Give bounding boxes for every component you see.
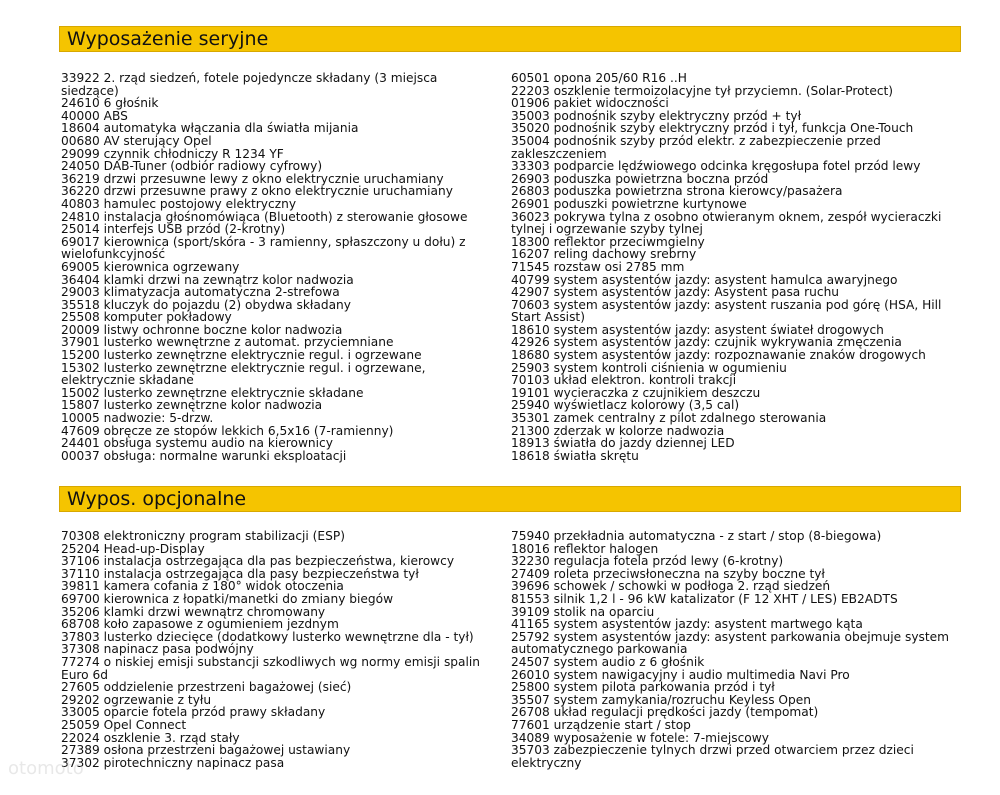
equipment-item: 70103 układ elektron. kontroli trakcji — [511, 373, 737, 388]
equipment-item: 39696 schowek / schowki w podłoga 2. rząd siedzeń — [511, 579, 831, 594]
equipment-item: 25940 wyświetlacz kolorowy (3,5 cal) — [511, 398, 740, 413]
equipment-item: 41165 system asystentów jazdy: asystent martwego kąta — [511, 617, 863, 632]
equipment-item: 71545 rozstaw osi 2785 mm — [511, 259, 685, 274]
equipment-item: 18016 reflektor halogen — [511, 541, 659, 556]
equipment-item: 70308 elektroniczny program stabilizacji (ESP) — [61, 529, 345, 543]
equipment-item: 35020 podnośnik szyby elektryczny przód i tył, funkcja One-Touch — [511, 121, 914, 136]
equipment-item: 29202 ogrzewanie z tyłu — [61, 692, 212, 707]
equipment-item: 37110 instalacja ostrzegająca dla pasy bezpieczeństwa tył — [61, 566, 419, 581]
equipment-item: 37302 pirotechniczny napinacz pasa — [61, 755, 285, 770]
equipment-item: 18913 światła do jazdy dziennej LED — [511, 436, 735, 451]
equipment-item: 24401 obsługa systemu audio na kierownicy — [61, 436, 333, 451]
equipment-item: 29099 czynnik chłodniczy R 1234 YF — [61, 146, 284, 161]
equipment-item: 37106 instalacja ostrzegająca dla pas bezpieczeństwa, kierowcy — [61, 554, 455, 569]
equipment-item: 18680 system asystentów jazdy: rozpoznawanie znaków drogowych — [511, 348, 926, 363]
equipment-item: 26010 system nawigacyjny i audio multimedia Navi Pro — [511, 667, 850, 682]
equipment-item: 01906 pakiet widoczności — [511, 96, 669, 111]
equipment-item: 42926 system asystentów jazdy: czujnik wykrywania zmęczenia — [511, 335, 902, 350]
equipment-item: 60501 opona 205/60 R16 ..H — [511, 71, 687, 85]
equipment-item: 15002 lusterko zewnętrzne elektrycznie składane — [61, 385, 364, 400]
equipment-item: 37901 lusterko wewnętrzne z automat. przyciemniane — [61, 335, 394, 350]
equipment-item: 81553 silnik 1,2 l - 96 kW katalizator (F 12 XHT / LES) EB2ADTS — [511, 591, 898, 606]
equipment-item: 26803 poduszka powietrzna strona kierowcy/pasażera — [511, 184, 843, 199]
equipment-item: 27605 oddzielenie przestrzeni bagażowej (sieć) — [61, 680, 352, 695]
equipment-item: 22203 oszklenie termoizolacyjne tył przyciemn. (Solar-Protect) — [511, 83, 894, 98]
equipment-item: 25059 Opel Connect — [61, 717, 187, 732]
equipment-item: 24050 DAB-Tuner (odbiór radiowy cyfrowy) — [61, 159, 323, 174]
equipment-item: 25508 komputer pokładowy — [61, 310, 232, 325]
equipment-item: 75940 przekładnia automatyczna - z start / stop (8-biegowa) — [511, 529, 882, 543]
equipment-item: 27389 osłona przestrzeni bagażowej ustawiany — [61, 743, 351, 758]
equipment-item: 25903 system kontroli ciśnienia w ogumieniu — [511, 360, 787, 375]
equipment-item: 40000 ABS — [61, 108, 128, 123]
equipment-item: 18618 światła skrętu — [511, 448, 639, 463]
equipment-item: 36219 drzwi przesuwne lewy z okno elektrycznie uruchamiany — [61, 171, 444, 186]
equipment-item: 00680 AV sterujący Opel — [61, 133, 212, 148]
equipment-item: 42907 system asystentów jazdy: Asystent pasa ruchu — [511, 285, 840, 300]
equipment-item: 69700 kierownica z łopatki/manetki do zmiany biegów — [61, 591, 394, 606]
equipment-item: 33005 oparcie fotela przód prawy składany — [61, 705, 326, 720]
equipment-item: 40803 hamulec postojowy elektryczny — [61, 196, 297, 211]
equipment-item: 35301 zamek centralny z pilot zdalnego sterowania — [511, 411, 827, 426]
equipment-item: 37308 napinacz pasa podwójny — [61, 642, 254, 657]
watermark-logo: otomoto — [8, 758, 84, 779]
equipment-item: 15302 lusterko zewnętrzne elektrycznie regul. i ogrzewane, elektrycznie składane — [61, 360, 426, 388]
equipment-item: 15807 lusterko zewnętrzne kolor nadwozia — [61, 398, 323, 413]
optional-equipment-left-column — [61, 530, 493, 769]
equipment-item: 25800 system pilota parkowania przód i tył — [511, 680, 775, 695]
equipment-item: 37803 lusterko dziecięce (dodatkowy lusterko wewnętrzne dla - tył) — [61, 629, 474, 644]
equipment-item: 18604 automatyka włączania dla światła mijania — [61, 121, 359, 136]
optional-equipment-header: Wypos. opcjonalne — [59, 486, 961, 512]
equipment-item: 19101 wycieraczka z czujnikiem deszczu — [511, 385, 761, 400]
equipment-item: 21300 zderzak w kolorze nadwozia — [511, 423, 725, 438]
equipment-item: 10005 nadwozie: 5-drzw. — [61, 411, 214, 426]
equipment-item: 33922 2. rząd siedzeń, fotele pojedyncze składany (3 miejsca siedzące) — [61, 71, 438, 98]
equipment-item: 26708 układ regulacji prędkości jazdy (tempomat) — [511, 705, 819, 720]
equipment-item: 24507 system audio z 6 głośnik — [511, 654, 705, 669]
equipment-item: 26901 poduszki powietrzne kurtynowe — [511, 196, 747, 211]
equipment-item: 35703 zabezpieczenie tylnych drzwi przed otwarciem przez dzieci elektryczny — [511, 743, 914, 770]
equipment-item: 36220 drzwi przesuwne prawy z okno elektrycznie uruchamiany — [61, 184, 453, 199]
equipment-item: 77601 urządzenie start / stop — [511, 717, 691, 732]
equipment-item: 35507 system zamykania/rozruchu Keyless Open — [511, 692, 811, 707]
equipment-item: 24610 6 głośnik — [61, 96, 159, 111]
equipment-item: 35004 podnośnik szyby przód elektr. z zabezpieczenie przed zakleszczeniem — [511, 133, 881, 161]
equipment-item: 25204 Head-up-Display — [61, 541, 205, 556]
equipment-item: 34089 wyposażenie w fotele: 7-miejscowy — [511, 730, 769, 745]
standard-equipment-left-column — [61, 72, 493, 462]
equipment-item: 22024 oszklenie 3. rząd stały — [61, 730, 240, 745]
equipment-item: 40799 system asystentów jazdy: asystent hamulca awaryjnego — [511, 272, 898, 287]
standard-equipment-header: Wyposażenie seryjne — [59, 26, 961, 52]
equipment-item: 70603 system asystentów jazdy: asystent ruszania pod górę (HSA, Hill Start Assist) — [511, 297, 942, 325]
equipment-item: 68708 koło zapasowe z ogumieniem jezdnym — [61, 617, 339, 632]
equipment-item: 27409 roleta przeciwsłoneczna na szyby boczne tył — [511, 566, 825, 581]
equipment-item: 16207 reling dachowy srebrny — [511, 247, 697, 262]
equipment-item: 35003 podnośnik szyby elektryczny przód + tył — [511, 108, 802, 123]
equipment-item: 69017 kierownica (sport/skóra - 3 ramienny, spłaszczony u dołu) z wielofunkcyjność — [61, 234, 466, 262]
equipment-item: 29003 klimatyzacja automatyczna 2-strefowa — [61, 285, 340, 300]
equipment-item: 26903 poduszka powietrzna boczna przód — [511, 171, 769, 186]
equipment-item: 18300 reflektor przeciwmgielny — [511, 234, 705, 249]
equipment-item: 36023 pokrywa tylna z osobno otwieranym oknem, zespół wycieraczki tylnej i ogrzewanie szyby tylnej — [511, 209, 942, 237]
equipment-item: 33303 podparcie lędźwiowego odcinka kręgosłupa fotel przód lewy — [511, 159, 921, 174]
standard-equipment-right-column — [511, 72, 957, 462]
equipment-item: 15200 lusterko zewnętrzne elektrycznie regul. i ogrzewane — [61, 348, 422, 363]
equipment-item: 69005 kierownica ogrzewany — [61, 259, 240, 274]
equipment-item: 77274 o niskiej emisji substancji szkodliwych wg normy emisji spalin Euro 6d — [61, 654, 480, 682]
equipment-item: 20009 listwy ochronne boczne kolor nadwozia — [61, 322, 343, 337]
equipment-item: 24810 instalacja głośnomówiąca (Bluetooth) z sterowanie głosowe — [61, 209, 468, 224]
equipment-item: 25014 interfejs USB przód (2-krotny) — [61, 222, 286, 237]
equipment-item: 47609 obręcze ze stopów lekkich 6,5x16 (7-ramienny) — [61, 423, 394, 438]
equipment-item: 35518 kluczyk do pojazdu (2) obydwa składany — [61, 297, 351, 312]
equipment-item: 00037 obsługa: normalne warunki eksploatacji — [61, 448, 347, 463]
equipment-item: 39811 kamera cofania z 180° widok otoczenia — [61, 579, 344, 594]
equipment-item: 18610 system asystentów jazdy: asystent świateł drogowych — [511, 322, 884, 337]
equipment-item: 32230 regulacja fotela przód lewy (6-krotny) — [511, 554, 784, 569]
equipment-item: 35206 klamki drzwi wewnątrz chromowany — [61, 604, 326, 619]
optional-equipment-right-column — [511, 530, 957, 769]
equipment-item: 39109 stolik na oparciu — [511, 604, 655, 619]
equipment-item: 36404 klamki drzwi na zewnątrz kolor nadwozia — [61, 272, 354, 287]
equipment-item: 25792 system asystentów jazdy: asystent parkowania obejmuje system automatycznego parkowania — [511, 629, 950, 657]
